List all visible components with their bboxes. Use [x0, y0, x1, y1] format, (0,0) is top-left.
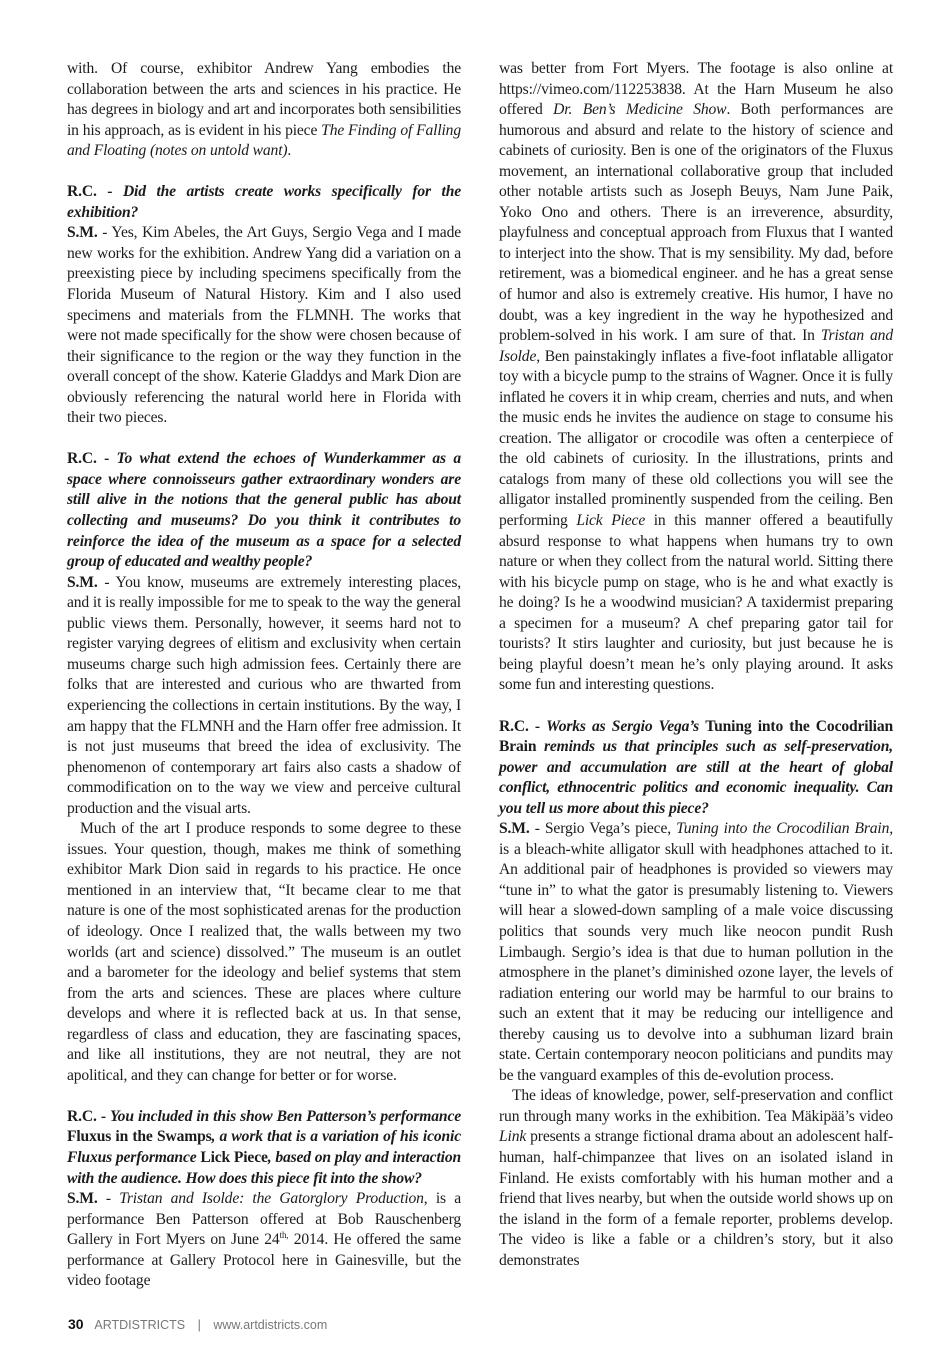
text-run: Much of the art I produce responds to some degree to these issues. Your question, though, makes me think of something exhibitor Mark Dion said in regards to his practice. He once mentioned in an interview that, “It became clear to me that nature is one of the most sophisticated arenas for the production of ideology. Once I realized that, the walls between my two worlds (art and science) dissolved.” The museum is an outlet and a barometer for the ideology and belief systems that stem from the arts and sciences. These are places where culture develops and where it is reflected back at us. In that sense, regardless of class and education, they are fascinating spaces, and like all institutions, they are not neutral, they are not apolitical, and they can change for better or for worse.	[67, 820, 461, 1084]
text-run: S.M.	[67, 224, 98, 242]
text-run: 2014. He offered the same performance at Gallery Protocol here in Gainesville, but the video footage	[67, 1231, 462, 1290]
text-run: .	[287, 142, 292, 160]
text-run: S.M.	[67, 573, 98, 591]
paragraph	[67, 59, 461, 162]
right-column	[499, 59, 893, 1271]
footer-separator: |	[197, 1318, 201, 1332]
paragraph	[67, 1189, 461, 1292]
text-run: Tuning into the Cocodrilian Brain	[499, 717, 893, 756]
text-run: - Yes, Kim Abeles, the Art Guys, Sergio Vega and I made new works for the exhibition. Andrew Yang did a variation on a preexisting piece by including specimens specifically from the Florida Museum of Natural History. Kim and I also used specimens and materials from the FLMNH. The works that were not made specifically for the show were chosen because of their significance to the region or the way they function in the overall concept of the show. Katerie Gladdys and Mark Dion are obviously referencing the natural world here in Florida with their two pieces.	[67, 224, 461, 427]
text-run: th,	[279, 1229, 289, 1240]
text-run: presents a strange fictional drama about an adolescent half-human, half-chimpanzee that lives on an isolated island in Finland. He exists comfortably with his human mother and a friend that lives nearby, but when the outside world shows up on the island in the form of a female reporter, problems develop. The video is like a fable or a children’s story, but it also demonstrates	[499, 1128, 893, 1269]
text-run: , is a performance Ben Patterson offered at Bob Rauschenberg Gallery in Fort Myers on June 24	[67, 1190, 461, 1249]
text-run: Tuning into the Crocodilian Brain,	[676, 820, 893, 838]
text-run: Link	[499, 1128, 527, 1146]
text-run: Lick Piece	[576, 512, 646, 530]
text-run: Dr. Ben’s Medicine Show	[553, 101, 727, 119]
text-run: Fluxus in the Swamps	[67, 1128, 212, 1146]
text-run: Did the artists create works specifically for the exhibition?	[67, 183, 461, 221]
interview-question	[67, 449, 461, 572]
text-run: is a bleach-white alligator skull with headphones attached to it. An additional pair of headphones is provided so viewers may “tune in” to what the gator is presumably listening to. Viewers will hear a slowed-down sampling of a male voice discussing politics that sounds very much like neocon pundit Rush Limbaugh. Sergio’s idea is that due to human pollution in the atmosphere in the planet’s diminished ozone layer, the levels of radiation entering our world may be harmful to our brains to such an extent that it may be reducing our intelligence and thereby causing us to devolve into a subhuman lizard brain state. Certain contemporary neocon politicians and pundits may be the vanguard examples of this de-evolution process.	[499, 840, 893, 1084]
paragraph	[67, 223, 461, 428]
text-run: R.C. -	[67, 450, 117, 468]
paragraph	[499, 59, 893, 696]
text-run: Tristan and Isolde	[499, 327, 893, 365]
text-run: R.C. -	[67, 1107, 111, 1125]
text-run: , based on play and interaction with the audience. How does this piece fit into the show?	[67, 1148, 461, 1187]
paragraph	[67, 573, 461, 820]
text-run: , a work that is a variation of his iconic Fluxus performance	[67, 1128, 461, 1166]
text-run: -	[97, 1190, 120, 1208]
text-run: Tristan and Isolde: the Gatorglory Production	[119, 1190, 424, 1208]
page-footer	[68, 1316, 327, 1333]
text-run: in this manner offered a beautifully absurd response to what happens when humans try to own nature or when they collect from the natural world. Sitting there with his bicycle pump on stage, who is he and what exactly is he doing? Is he a woodwind musician? A taxidermist preparing a specimen for a museum? A chef preparing gator tail for tourists? It stirs laughter and curiosity, but just because he is being playful doesn’t mean he’s only playing around. It asks some fun and interesting questions.	[499, 512, 893, 694]
text-run: R.C. -	[67, 183, 123, 201]
text-run: reminds us that principles such as self-preservation, power and accumulation are still at the heart of global conflict, ethnocentric politics and economic inequality. Can you tell us more about this piece?	[499, 738, 893, 817]
text-run: . Both performances are humorous and absurd and relate to the history of science and cabinets of curiosity. Ben is one of the originators of the Fluxus movement, an international collaborative group that included other notable artists such as Joseph Beuys, Nam June Paik, Yoko Ono and others. There is an irreverence, absurdity, playfulness and conceptual approach from Fluxus that I wanted to interject into the show. That is my sensibility. My dad, before retirement, was a biomedical engineer. and he has a great sense of humor and also is extremely creative. His humor, I have no doubt, was a key ingredient in the way he hypothesized and problem-solved in his work. I am sure of that. In	[499, 101, 894, 345]
paragraph	[499, 1086, 893, 1271]
text-run: The Finding of Falling and Floating (notes on untold want)	[67, 121, 461, 160]
text-run: was better from Fort Myers. The footage is also online at https://vimeo.com/112253838. At the Harn Museum he also offered	[499, 60, 893, 119]
publication-name: ARTDISTRICTS	[94, 1318, 186, 1332]
text-run: R.C. -	[499, 717, 547, 735]
interview-question	[67, 182, 461, 223]
text-run: Lick Piece	[200, 1148, 268, 1166]
paragraph	[67, 819, 461, 1086]
page-number: 30	[68, 1316, 84, 1332]
left-column	[67, 59, 461, 1292]
website-link[interactable]: www.artdistricts.com	[213, 1318, 328, 1332]
text-run: To what extend the echoes of Wunderkammer as a space where connoisseurs gather extraordinary wonders are still alive in the notions that the general public has about collecting and museums? Do you think it contributes to reinforce the idea of the museum as a space for a selected group of educated and wealthy people?	[67, 450, 461, 571]
interview-question	[67, 1107, 461, 1189]
paragraph	[499, 819, 893, 1086]
text-run: S.M.	[499, 820, 530, 838]
interview-question	[499, 717, 893, 820]
text-run: - Sergio Vega’s piece,	[529, 820, 677, 838]
text-run: Works as Sergio Vega’s	[546, 717, 706, 735]
text-run: with. Of course, exhibitor Andrew Yang embodies the collaboration between the arts and sciences in his practice. He has degrees in biology and art and incorporates both sensibilities in his approach, as is evident in his piece	[67, 60, 461, 139]
text-run: - You know, museums are extremely interesting places, and it is really impossible for me to speak to the way the general public views them. Personally, however, it seems hard not to register varying degrees of elitism and exclusivity when certain museums charge such high admission fees. Certainly there are folks that are interested and curious who are thwarted from experiencing the collections in certain institutions. By the way, I am happy that the FLMNH and the Harn offer free admission. It is not just museums that breed the idea of exclusivity. The phenomenon of contemporary art fairs also casts a shadow of commodification on to the way we view and perceive cultural production and the visual arts.	[67, 573, 461, 817]
text-run: The ideas of knowledge, power, self-preservation and conflict run through many works in the exhibition. Tea Mäkipää’s video	[499, 1087, 893, 1125]
text-run: S.M.	[67, 1190, 98, 1208]
text-run: You included in this show Ben Patterson’s performance	[110, 1107, 461, 1125]
text-run: , Ben painstakingly inflates a five-foot inflatable alligator toy with a bicycle pump to the strains of Wagner. Once it is fully inflated he covers it in whip cream, cherries and nuts, and when the music ends he invites the audience on stage to consume his creation. The alligator or crocodile was often a centerpiece of the old cabinets of curiosity. In the illustrations, prints and catalogs from many of these old collections you will see the alligator installed prominently suspended from the ceiling. Ben performing	[499, 347, 893, 530]
